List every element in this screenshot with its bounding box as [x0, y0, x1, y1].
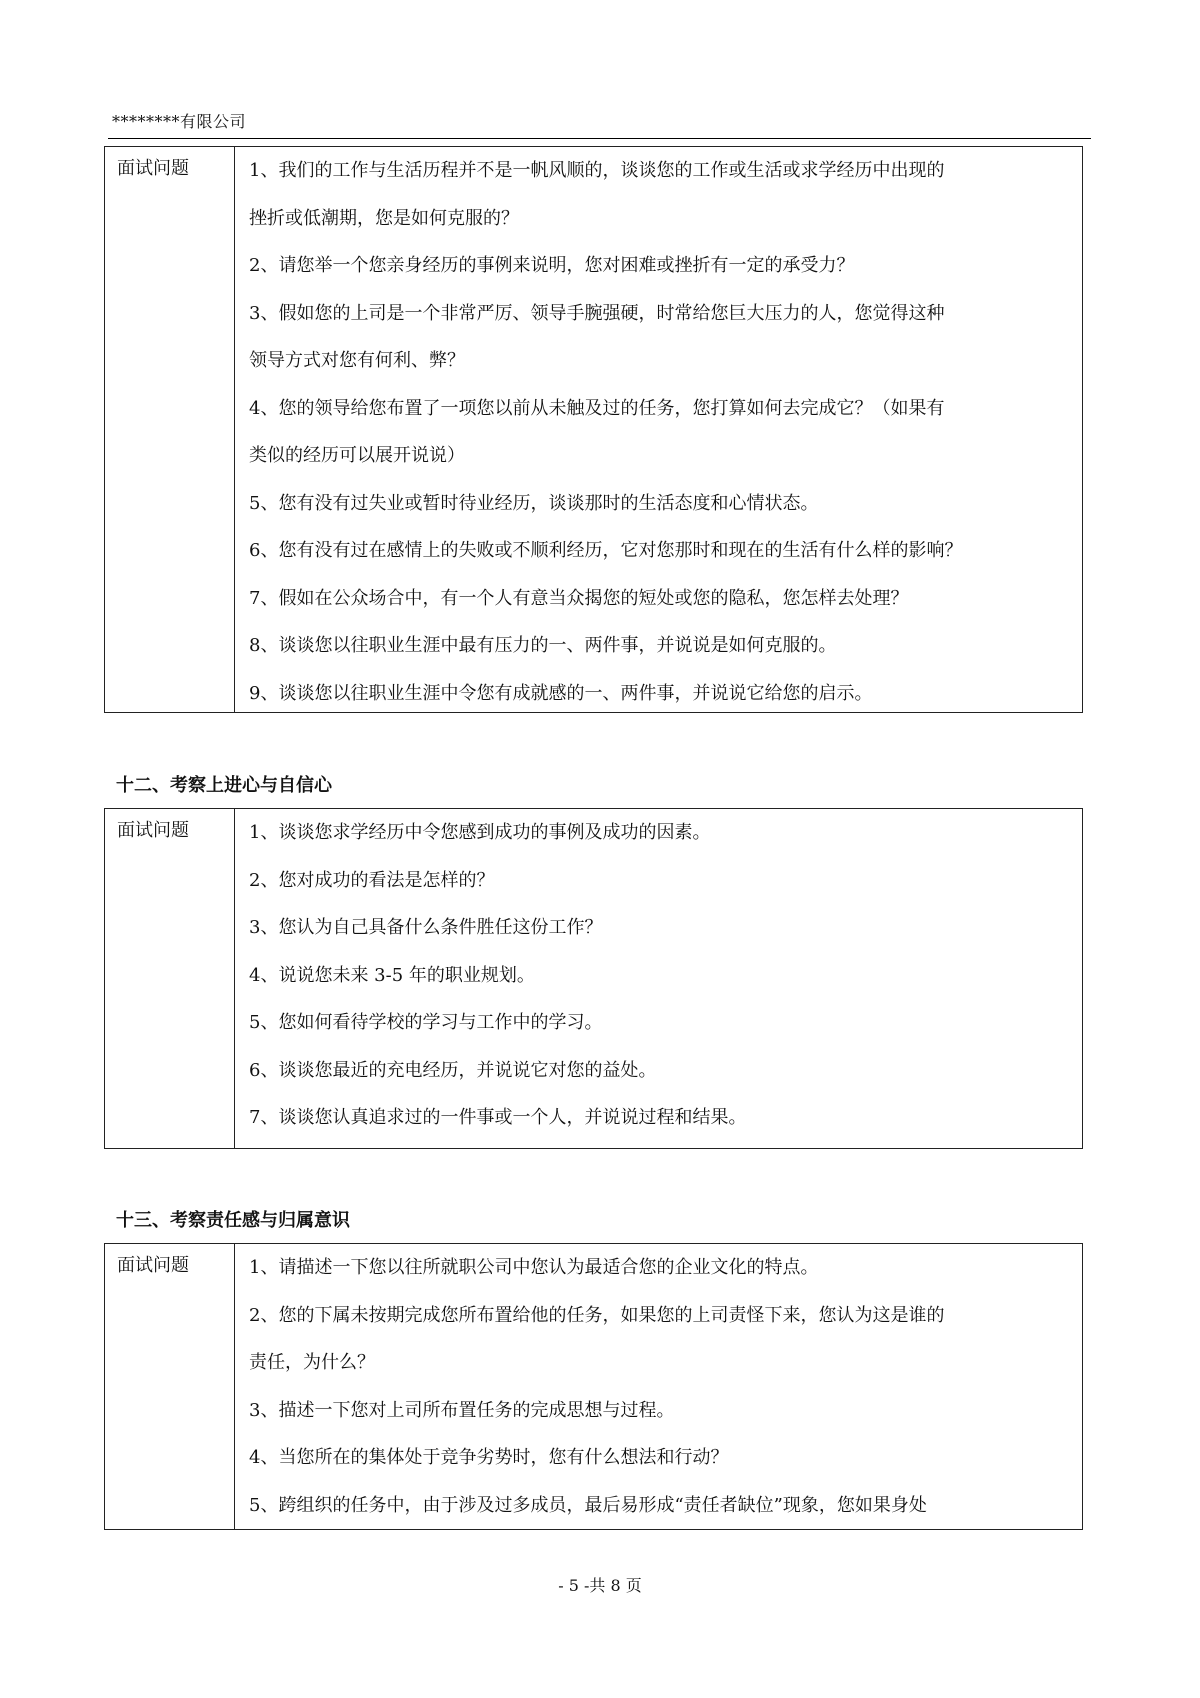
header-divider	[108, 138, 1091, 139]
question-line: 4、说说您未来 3-5 年的职业规划。	[249, 964, 535, 986]
question-list	[235, 1244, 1082, 1529]
table-label: 面试问题	[105, 1244, 235, 1529]
question-line: 6、您有没有过在感情上的失败或不顺利经历，它对您那时和现在的生活有什么样的影响？	[249, 540, 963, 561]
table-label: 面试问题	[105, 809, 235, 1148]
question-line: 2、请您举一个您亲身经历的事例来说明，您对困难或挫折有一定的承受力？	[249, 255, 855, 276]
question-line: 7、假如在公众场合中，有一个人有意当众揭您的短处或您的隐私，您怎样去处理？	[249, 587, 909, 609]
page-footer: - 5 -共 8 页	[558, 1576, 642, 1595]
question-list	[235, 809, 1082, 1148]
question-table-1	[104, 146, 1083, 713]
question-line: 6、谈谈您最近的充电经历，并说说它对您的益处。	[249, 1059, 657, 1081]
question-table-2	[104, 808, 1083, 1149]
section-title-13: 十三、考察责任感与归属意识	[116, 1210, 350, 1231]
question-list	[235, 147, 1082, 712]
company-header: ********有限公司	[112, 112, 247, 131]
question-line: 2、您的下属未按期完成您所布置给他的任务，如果您的上司责怪下来，您认为这是谁的	[249, 1304, 945, 1326]
question-line: 7、谈谈您认真追求过的一件事或一个人，并说说过程和结果。	[249, 1107, 747, 1128]
question-line: 5、跨组织的任务中，由于涉及过多成员，最后易形成“责任者缺位”现象，您如果身处	[249, 1494, 927, 1516]
question-line: 1、我们的工作与生活历程并不是一帆风顺的，谈谈您的工作或生活或求学经历中出现的	[249, 160, 945, 181]
question-line: 5、您如何看待学校的学习与工作中的学习。	[249, 1012, 603, 1033]
question-line: 类似的经历可以展开说说）	[249, 445, 465, 466]
question-line: 4、当您所在的集体处于竞争劣势时，您有什么想法和行动？	[249, 1447, 729, 1468]
question-line: 9、谈谈您以往职业生涯中令您有成就感的一、两件事，并说说它给您的启示。	[249, 682, 873, 704]
question-line: 8、谈谈您以往职业生涯中最有压力的一、两件事，并说说是如何克服的。	[249, 635, 837, 656]
table-label: 面试问题	[105, 147, 235, 712]
question-line: 1、谈谈您求学经历中令您感到成功的事例及成功的因素。	[249, 822, 711, 843]
question-line: 3、您认为自己具备什么条件胜任这份工作？	[249, 917, 603, 938]
question-line: 责任，为什么？	[249, 1352, 375, 1373]
question-line: 1、请描述一下您以往所就职公司中您认为最适合您的企业文化的特点。	[249, 1257, 819, 1278]
question-line: 3、假如您的上司是一个非常严厉、领导手腕强硬，时常给您巨大压力的人，您觉得这种	[249, 302, 945, 324]
question-line: 5、您有没有过失业或暂时待业经历，谈谈那时的生活态度和心情状态。	[249, 492, 819, 514]
question-line: 2、您对成功的看法是怎样的？	[249, 869, 495, 891]
question-table-3	[104, 1243, 1083, 1530]
question-line: 挫折或低潮期，您是如何克服的？	[249, 207, 519, 229]
question-line: 领导方式对您有何利、弊？	[249, 350, 465, 371]
section-title-12: 十二、考察上进心与自信心	[116, 775, 332, 796]
question-line: 3、描述一下您对上司所布置任务的完成思想与过程。	[249, 1399, 675, 1421]
question-line: 4、您的领导给您布置了一项您以前从未触及过的任务，您打算如何去完成它？（如果有	[249, 397, 945, 419]
